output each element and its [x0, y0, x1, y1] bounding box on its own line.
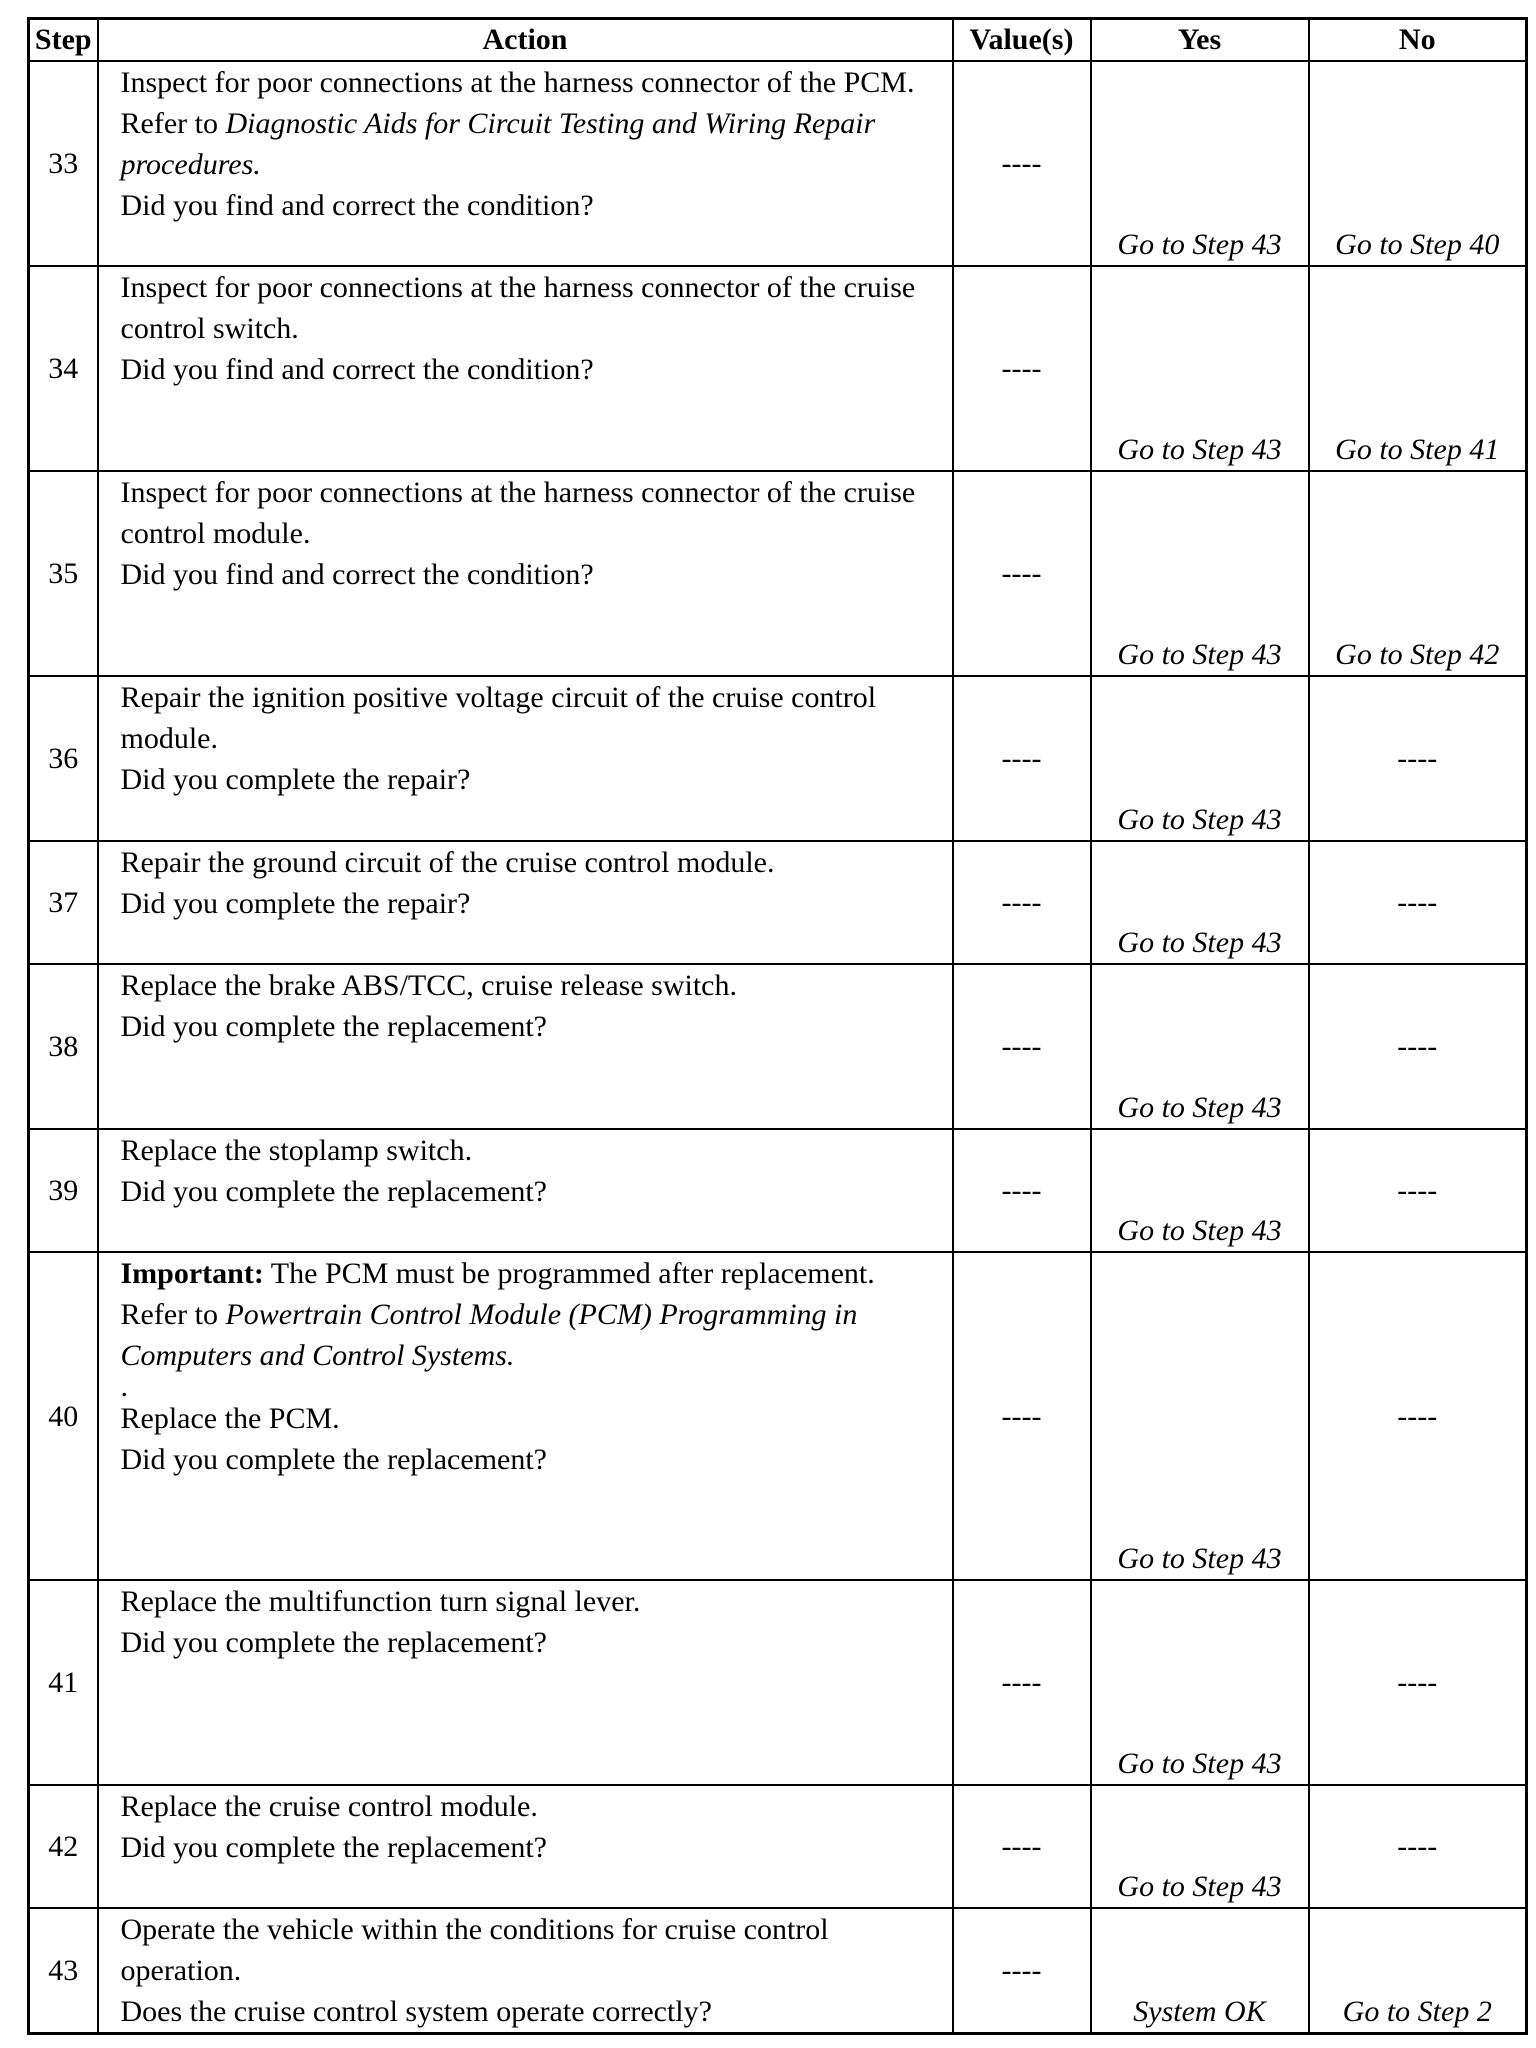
- table-row: [29, 266, 1527, 471]
- value-cell: ----: [953, 841, 1091, 964]
- no-cell: ----: [1309, 964, 1527, 1129]
- important-note: [121, 1253, 944, 1376]
- table-row: [29, 1252, 1527, 1580]
- header-yes: Yes: [1091, 19, 1309, 62]
- table-row: [29, 676, 1527, 841]
- important-text: The PCM must be programmed after replacement. Refer to: [120, 1257, 875, 1331]
- action-text: Replace the stoplamp switch.: [120, 1134, 473, 1167]
- action-text: Operate the vehicle within the conditions for cruise control operation.: [120, 1913, 829, 1987]
- table-row: [29, 964, 1527, 1129]
- step-number: 33: [29, 61, 98, 266]
- diagnostic-table-container: [27, 17, 1528, 2035]
- stray-dot: .: [120, 1370, 128, 1403]
- action-text: [121, 62, 944, 185]
- action-cell: [98, 1908, 953, 2034]
- action-question: Did you complete the replacement?: [120, 1626, 547, 1659]
- no-cell: Go to Step 41: [1309, 266, 1527, 471]
- table-row: [29, 1129, 1527, 1252]
- step-number: 42: [29, 1785, 98, 1908]
- step-number: 40: [29, 1252, 98, 1580]
- step-number: 41: [29, 1580, 98, 1785]
- action-text: Repair the ignition positive voltage circuit of the cruise control module.: [120, 681, 877, 755]
- action-text: Inspect for poor connections at the harness connector of the cruise control module.: [120, 476, 916, 550]
- action-cell: [98, 676, 953, 841]
- yes-cell: Go to Step 43: [1091, 1129, 1309, 1252]
- header-row: [29, 19, 1527, 62]
- action-question: Did you find and correct the condition?: [120, 353, 594, 386]
- step-number: 38: [29, 964, 98, 1129]
- action-question: Did you complete the repair?: [120, 763, 471, 796]
- action-text: Replace the brake ABS/TCC, cruise release switch.: [120, 969, 737, 1002]
- no-cell: Go to Step 42: [1309, 471, 1527, 676]
- yes-cell: Go to Step 43: [1091, 841, 1309, 964]
- action-cell: [98, 1785, 953, 1908]
- reference-link: Powertrain Control Module (PCM) Programming in Computers and Control Systems.: [120, 1298, 858, 1372]
- step-number: 39: [29, 1129, 98, 1252]
- action-instruction: Inspect for poor connections at the harness connector of the PCM. Refer to: [120, 66, 915, 140]
- action-question: Did you find and correct the condition?: [120, 189, 594, 222]
- no-cell: Go to Step 40: [1309, 61, 1527, 266]
- yes-cell: Go to Step 43: [1091, 676, 1309, 841]
- action-question: Does the cruise control system operate correctly?: [120, 1995, 712, 2028]
- header-no: No: [1309, 19, 1527, 62]
- value-cell: ----: [953, 471, 1091, 676]
- step-number: 37: [29, 841, 98, 964]
- table-row: [29, 61, 1527, 266]
- yes-cell: Go to Step 43: [1091, 266, 1309, 471]
- action-question: Did you complete the repair?: [120, 887, 471, 920]
- step-number: 36: [29, 676, 98, 841]
- table-row: [29, 1580, 1527, 1785]
- step-number: 43: [29, 1908, 98, 2034]
- table-row: [29, 841, 1527, 964]
- action-cell: [98, 471, 953, 676]
- diagnostic-table: [27, 17, 1528, 2035]
- action-cell: [98, 266, 953, 471]
- no-cell: ----: [1309, 1252, 1527, 1580]
- no-cell: ----: [1309, 1129, 1527, 1252]
- no-cell: Go to Step 2: [1309, 1908, 1527, 2034]
- no-cell: ----: [1309, 1785, 1527, 1908]
- yes-cell: Go to Step 43: [1091, 1580, 1309, 1785]
- action-cell: [98, 1580, 953, 1785]
- action-question: Did you complete the replacement?: [120, 1443, 547, 1476]
- value-cell: ----: [953, 1785, 1091, 1908]
- action-cell: [98, 841, 953, 964]
- yes-cell: Go to Step 43: [1091, 1252, 1309, 1580]
- action-text: Repair the ground circuit of the cruise control module.: [120, 846, 775, 879]
- step-number: 34: [29, 266, 98, 471]
- action-cell: [98, 1129, 953, 1252]
- value-cell: ----: [953, 1252, 1091, 1580]
- action-question: Did you complete the replacement?: [120, 1831, 547, 1864]
- table-row: [29, 1785, 1527, 1908]
- header-action: Action: [98, 19, 953, 62]
- value-cell: ----: [953, 1908, 1091, 2034]
- step-number: 35: [29, 471, 98, 676]
- header-values: Value(s): [953, 19, 1091, 62]
- value-cell: ----: [953, 1580, 1091, 1785]
- value-cell: ----: [953, 266, 1091, 471]
- action-text: Replace the cruise control module.: [120, 1790, 538, 1823]
- action-question: Did you complete the replacement?: [120, 1010, 547, 1043]
- value-cell: ----: [953, 1129, 1091, 1252]
- table-row: [29, 471, 1527, 676]
- action-cell: [98, 61, 953, 266]
- no-cell: ----: [1309, 841, 1527, 964]
- reference-link: Diagnostic Aids for Circuit Testing and Wiring Repair procedures.: [120, 107, 876, 181]
- header-step: Step: [29, 19, 98, 62]
- value-cell: ----: [953, 964, 1091, 1129]
- yes-cell: Go to Step 43: [1091, 964, 1309, 1129]
- important-label: Important:: [120, 1257, 264, 1290]
- yes-cell: System OK: [1091, 1908, 1309, 2034]
- action-text: Inspect for poor connections at the harness connector of the cruise control switch.: [120, 271, 916, 345]
- yes-cell: Go to Step 43: [1091, 471, 1309, 676]
- value-cell: ----: [953, 676, 1091, 841]
- action-question: Did you find and correct the condition?: [120, 558, 594, 591]
- replace-instruction: Replace the PCM.: [120, 1402, 340, 1435]
- action-question: Did you complete the replacement?: [120, 1175, 547, 1208]
- action-text: Replace the multifunction turn signal lever.: [120, 1585, 641, 1618]
- yes-cell: Go to Step 43: [1091, 1785, 1309, 1908]
- no-cell: ----: [1309, 1580, 1527, 1785]
- table-row: [29, 1908, 1527, 2034]
- yes-cell: Go to Step 43: [1091, 61, 1309, 266]
- value-cell: ----: [953, 61, 1091, 266]
- action-cell: [98, 964, 953, 1129]
- action-text: [121, 1253, 944, 1439]
- no-cell: ----: [1309, 676, 1527, 841]
- action-cell: [98, 1252, 953, 1580]
